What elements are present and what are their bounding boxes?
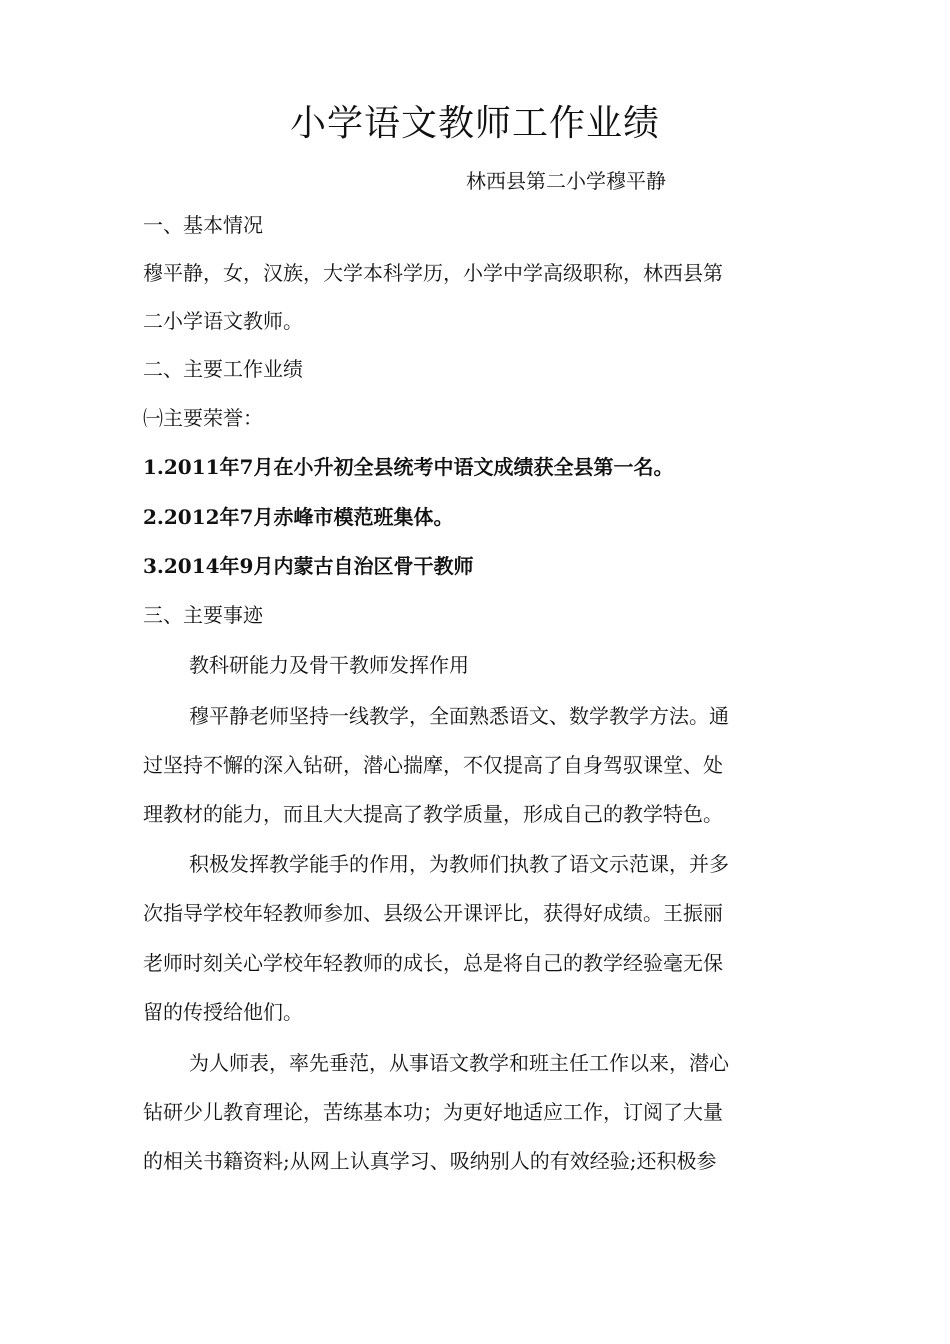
section-heading-basic-info: 一、基本情况 bbox=[143, 213, 263, 237]
paragraph-line: 穆平静老师坚持一线教学，全面熟悉语文、数学教学方法。通 bbox=[189, 704, 729, 728]
text-line: 二小学语文教师。 bbox=[143, 309, 303, 333]
paragraph-line: 留的传授给他们。 bbox=[143, 1000, 303, 1024]
paragraph-line: 的相关书籍资料;从网上认真学习、吸纳别人的有效经验;还积极参 bbox=[143, 1149, 717, 1173]
paragraph-line: 积极发挥教学能手的作用，为教师们执教了语文示范课，并多 bbox=[189, 852, 729, 876]
paragraph-line: 次指导学校年轻教师参加、县级公开课评比，获得好成绩。王振丽 bbox=[143, 901, 723, 925]
section-heading-achievements: 二、主要工作业绩 bbox=[143, 357, 303, 381]
paragraph-line: 老师时刻关心学校年轻教师的成长，总是将自己的教学经验毫无保 bbox=[143, 951, 723, 975]
honor-item: 3.2014年9月内蒙古自治区骨干教师 bbox=[143, 554, 474, 578]
paragraph-line: 过坚持不懈的深入钻研，潜心揣摩，不仅提高了自身驾驭课堂、处 bbox=[143, 753, 723, 777]
section-heading-deeds: 三、主要事迹 bbox=[143, 603, 263, 627]
document-title: 小学语文教师工作业绩 bbox=[289, 103, 660, 144]
subheading-honors: ㈠主要荣誉： bbox=[143, 406, 263, 430]
honor-item: 2.2012年7月赤峰市模范班集体。 bbox=[143, 505, 454, 529]
subheading-research: 教科研能力及骨干教师发挥作用 bbox=[189, 653, 469, 677]
author-line: 林西县第二小学穆平静 bbox=[466, 169, 666, 193]
paragraph-line: 为人师表，率先垂范，从事语文教学和班主任工作以来，潜心 bbox=[189, 1051, 729, 1075]
honor-item: 1.2011年7月在小升初全县统考中语文成绩获全县第一名。 bbox=[143, 455, 674, 479]
paragraph-line: 钻研少儿教育理论，苦练基本功；为更好地适应工作，订阅了大量 bbox=[143, 1100, 723, 1124]
text-line: 穆平静，女，汉族，大学本科学历，小学中学高级职称，林西县第 bbox=[143, 261, 723, 285]
paragraph-line: 理教材的能力，而且大大提高了教学质量，形成自己的教学特色。 bbox=[143, 802, 723, 826]
